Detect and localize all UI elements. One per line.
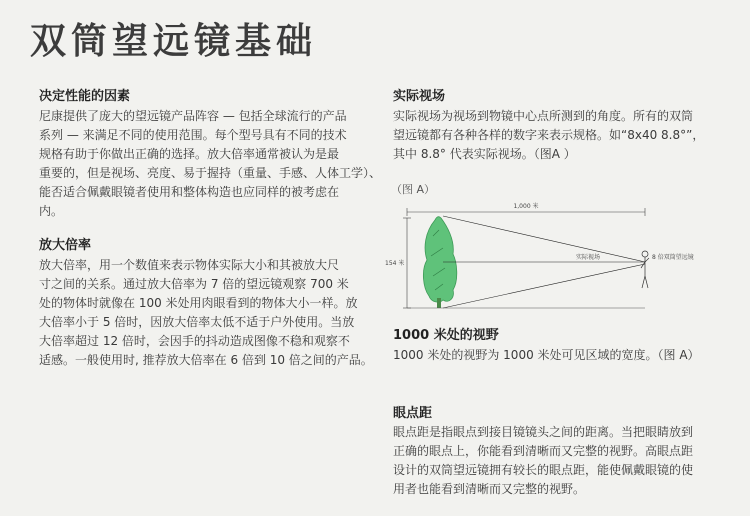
field-of-view-diagram bbox=[383, 196, 723, 318]
text-line: 尼康提供了庞大的望远镜产品阵容 — 包括全球流行的产品 bbox=[39, 109, 347, 123]
text-line: 其中 8.8° 代表实际视场。（图A ） bbox=[393, 147, 576, 161]
text-line: 大倍率超过 12 倍时，会因手的抖动造成图像不稳和观察不 bbox=[39, 334, 350, 348]
text-line: 内。 bbox=[39, 204, 64, 218]
field-1000-paragraph bbox=[393, 346, 700, 365]
page-title: 双筒望远镜基础 bbox=[30, 21, 318, 62]
figure-label: （图 A） bbox=[391, 183, 436, 196]
text-line: 系列 — 来满足不同的使用范围。每个型号具有不同的技术 bbox=[39, 128, 347, 142]
real-field-heading: 实际视场 bbox=[393, 89, 446, 104]
field-1000-heading: 1000 米处的视野 bbox=[393, 328, 499, 343]
factors-heading: 决定性能的因素 bbox=[39, 89, 131, 104]
text-line: 寸之间的关系。通过放大倍率为 7 倍的望远镜观察 700 米 bbox=[39, 277, 349, 291]
eye-relief-heading: 眼点距 bbox=[393, 406, 433, 421]
factors-paragraph bbox=[39, 107, 381, 221]
text-line: 大倍率小于 5 倍时，因放大倍率太低不适于户外使用。当放 bbox=[39, 315, 355, 329]
text-line: 望远镜都有各种各样的数字来表示规格。如“8x40 8.8°”， bbox=[393, 128, 705, 142]
text-line: 1000 米处的视野为 1000 米处可见区域的宽度。（图 A） bbox=[393, 348, 700, 362]
width-label: 154 米 bbox=[385, 260, 405, 267]
magnification-paragraph bbox=[39, 256, 373, 370]
text-line: 规格有助于你做出正确的选择。放大倍率通常被认为是最 bbox=[39, 147, 340, 161]
text-line: 适感。一般使用时, 推荐放大倍率在 6 倍到 10 倍之间的产品。 bbox=[39, 353, 373, 367]
text-line: 设计的双筒望远镜拥有较长的眼点距，能使佩戴眼镜的使 bbox=[393, 463, 694, 477]
device-label: 8 倍双筒望远镜 bbox=[652, 254, 694, 261]
real-field-paragraph bbox=[393, 107, 704, 164]
text-line: 眼点距是指眼点到接目镜镜头之间的距离。当把眼睛放到 bbox=[393, 425, 694, 439]
text-line: 放大倍率，用一个数值来表示物体实际大小和其被放大尺 bbox=[39, 258, 340, 272]
magnification-heading: 放大倍率 bbox=[39, 238, 92, 253]
text-line: 实际视场为视场到物镜中心点所测到的角度。所有的双筒 bbox=[393, 109, 694, 123]
fov-lower-line bbox=[443, 264, 645, 308]
distance-label: 1,000 米 bbox=[513, 203, 539, 210]
tree-illustration bbox=[423, 217, 456, 308]
fov-upper-line bbox=[443, 216, 645, 262]
text-line: 重要的，但是视场、亮度、易于握持（重量、手感、人体工学）、 bbox=[39, 166, 382, 180]
eye-relief-paragraph bbox=[393, 423, 693, 499]
person-icon bbox=[641, 251, 649, 288]
field-label: 实际视场 bbox=[575, 254, 601, 261]
text-line: 正确的眼点上，你能看到清晰而又完整的视野。高眼点距 bbox=[393, 444, 694, 458]
text-line: 用者也能看到清晰而又完整的视野。 bbox=[393, 482, 586, 496]
text-line: 能否适合佩戴眼镜者使用和整体构造也应同样的被考虑在 bbox=[39, 185, 340, 199]
text-line: 处的物体时就像在 100 米处用肉眼看到的物体大小一样。放 bbox=[39, 296, 358, 310]
